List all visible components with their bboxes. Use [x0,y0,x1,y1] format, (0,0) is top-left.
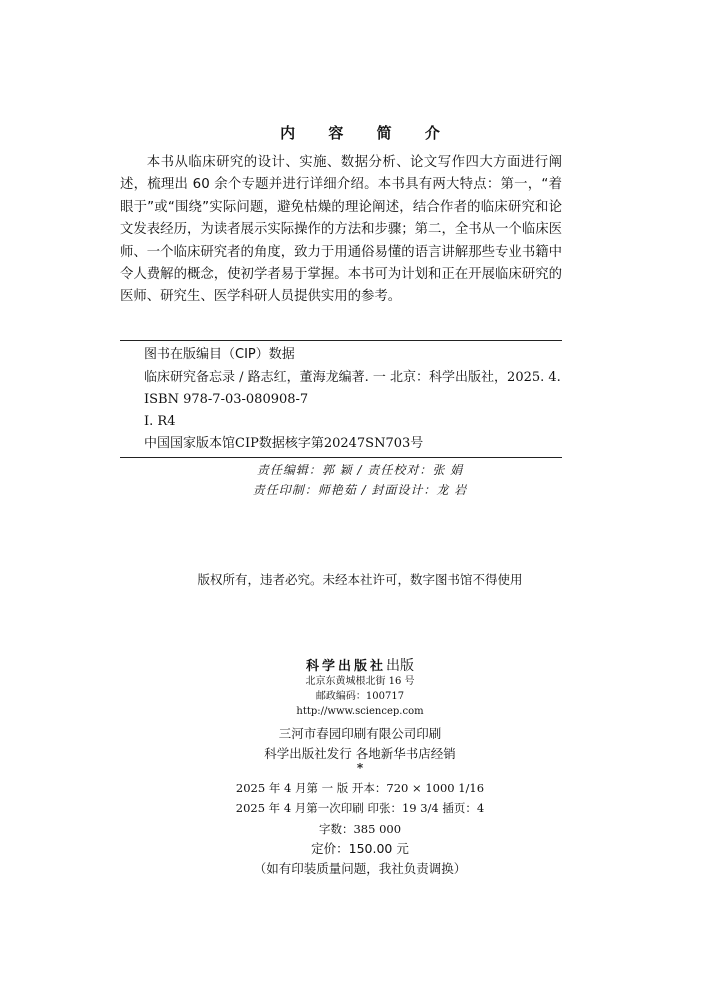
cip-bottom-divider [120,457,562,458]
separator-star: * [356,761,364,775]
printing-line: 2025 年 4 月第一次印刷 印张：19 3/4 插页：4 [235,801,485,815]
quality-notice: （如有印装质量问题，我社负责调换） [253,861,467,876]
cip-line-class: Ⅰ. R4 [144,414,176,429]
cip-line-number: 中国国家版本馆CIP数据核字第20247SN703号 [144,436,424,451]
cip-line-isbn: ISBN 978-7-03-080908-7 [144,392,309,407]
publisher-name: 科学出版社 [305,659,386,674]
copyright-notice: 版权所有，违者必究。未经本社许可，数字图书馆不得使用 [197,572,523,587]
printer-line: 三河市春园印刷有限公司印刷 [278,726,442,741]
cip-heading: 图书在版编目（CIP）数据 [144,347,295,362]
publisher-url: http://www.sciencep.com [296,706,424,717]
word-count: 字数：385 000 [318,822,402,836]
price: 定价：150.00 元 [311,841,409,856]
page-title: 内 容 简 介 [280,124,454,142]
publisher-suffix: 出版 [386,658,414,674]
publisher-address: 北京东黄城根北街 16 号 [305,676,415,687]
cip-line-title: 临床研究备忘录 / 路志红，董海龙编著. 一 北京：科学出版社，2025. 4. [144,370,561,385]
cip-top-divider [120,340,562,341]
intro-paragraph: 本书从临床研究的设计、实施、数据分析、论文写作四大方面进行阐述，梳理出 60 余个专题并进行详细介绍。本书具有两大特点：第一，“着眼于”或“围绕”实际问题，避免枯燥的理论阐述，结合作者的临床研究和论文发表经历，为读者展示实际操作的方法和步骤；第二，全书从一个临床医师、一个临床研究者的角度，致力于用通俗易懂的语言讲解那些专业书籍中令人费解的概念，使初学者易于掌握。本书可为计划和正在开展临床研究的医师、研究生、医学科研人员提供实用的参考。 [120,155,562,305]
edition-line: 2025 年 4 月第 一 版 开本：720 × 1000 1/16 [235,781,485,795]
publisher-line [0,655,720,675]
distribution-line: 科学出版社发行 各地新华书店经销 [264,746,456,761]
editors-line-2: 责任印制：师艳茹 / 封面设计：龙 岩 [252,483,468,497]
publisher-postcode: 邮政编码：100717 [315,691,405,702]
editors-line-1: 责任编辑：郭 颖 / 责任校对：张 娟 [256,463,464,477]
